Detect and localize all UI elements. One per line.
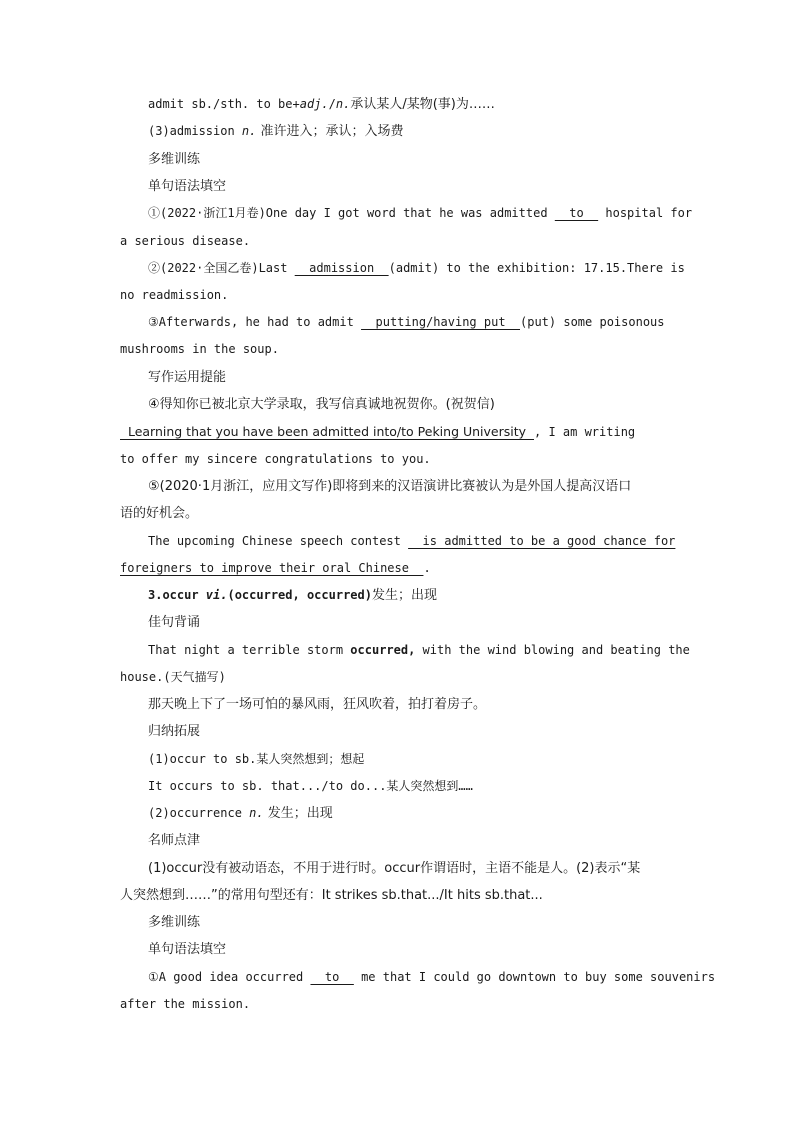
note-text: (1)occur没有被动语态，不用于进行时。occur作谓语时，主语不能是人。(2)表示“某 xyxy=(148,861,641,876)
text-line: (3)admission n. 准许进入；承认；入场费 xyxy=(148,124,404,139)
text-line: It occurs to sb. that.../to do...某人突然想到…… xyxy=(148,779,473,793)
exercise-line: foreigners to improve their oral Chinese . xyxy=(120,561,431,575)
exercise-line: ①A good idea occurred to me that I could go downtown to buy some souvenirs xyxy=(148,970,716,984)
answer-blank: admission xyxy=(294,261,389,275)
section-heading: 归纳拓展 xyxy=(148,724,201,739)
translation: 那天晚上下了一场可怕的暴风雨，狂风吹着，拍打着房子。 xyxy=(148,697,487,712)
section-heading: 写作运用提能 xyxy=(148,370,227,385)
example-sentence: That night a terrible storm occurred, with the wind blowing and beating the xyxy=(148,643,690,657)
exercise-line: mushrooms in the soup. xyxy=(120,342,279,356)
exercise-prompt: ④得知你已被北京大学录取，我写信真诚地祝贺你。(祝贺信) xyxy=(148,397,495,412)
exercise-prompt: ⑤(2020·1月浙江，应用文写作)即将到来的汉语演讲比赛被认为是外国人提高汉语口 xyxy=(148,479,632,494)
text-line: (1)occur to sb.某人突然想到；想起 xyxy=(148,752,365,766)
section-heading: 单句语法填空 xyxy=(148,942,227,957)
answer-blank: foreigners to improve their oral Chinese xyxy=(120,561,424,575)
section-heading: 多维训练 xyxy=(148,915,201,930)
section-heading: 多维训练 xyxy=(148,152,201,167)
exercise-line: a serious disease. xyxy=(120,234,251,248)
exercise-prompt: 语的好机会。 xyxy=(120,506,199,521)
example-sentence: house.(天气描写) xyxy=(120,670,226,684)
exercise-line: ②(2022·全国乙卷)Last admission (admit) to the exhibition: 17.15.There is xyxy=(148,261,685,275)
word-entry-heading: 3.occur vi.(occurred, occurred)发生；出现 xyxy=(148,588,437,603)
exercise-line: The upcoming Chinese speech contest is admitted to be a good chance for xyxy=(148,534,676,548)
exercise-line: to offer my sincere congratulations to you. xyxy=(120,452,431,466)
exercise-line: Learning that you have been admitted into/to Peking University , I am writing xyxy=(120,424,636,439)
exercise-line: ①(2022·浙江1月卷)One day I got word that he was admitted to hospital for xyxy=(148,206,693,220)
answer-blank: putting/having put xyxy=(361,315,520,329)
exercise-line: no readmission. xyxy=(120,288,229,302)
exercise-line: ③Afterwards, he had to admit putting/having put (put) some poisonous xyxy=(148,315,665,329)
answer-blank: Learning that you have been admitted into/to Peking University xyxy=(120,424,534,439)
answer-blank: to xyxy=(554,206,599,220)
note-text: 人突然想到……”的常用句型还有：It strikes sb.that.../It hits sb.that... xyxy=(120,888,543,903)
section-heading: 单句语法填空 xyxy=(148,179,227,194)
answer-blank: is admitted to be a good chance for xyxy=(408,534,676,548)
answer-blank: to xyxy=(310,970,354,984)
section-heading: 佳句背诵 xyxy=(148,615,201,630)
text-line: admit sb./sth. to be+adj./n.承认某人/某物(事)为…… xyxy=(148,97,495,112)
section-heading: 名师点津 xyxy=(148,833,201,848)
exercise-line: after the mission. xyxy=(120,997,251,1011)
text-line: (2)occurrence n. 发生；出现 xyxy=(148,806,333,821)
